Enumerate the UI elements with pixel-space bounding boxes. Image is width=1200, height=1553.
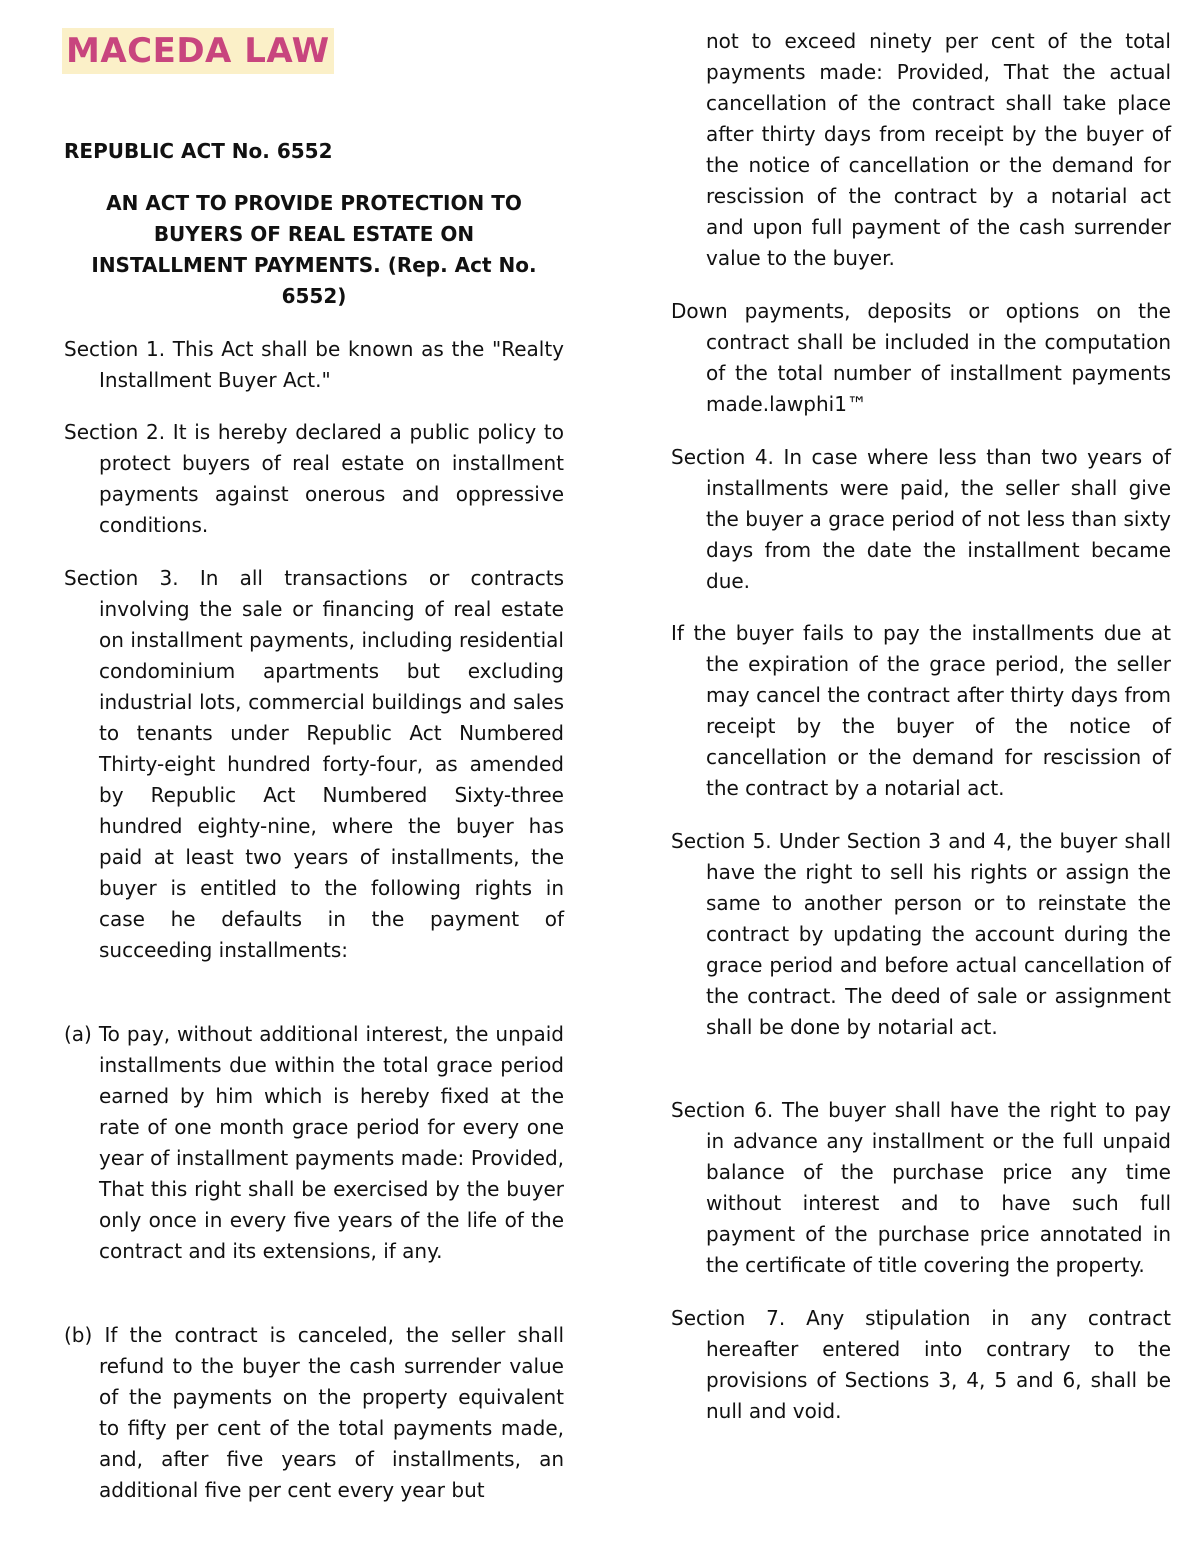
act-title-text: AN ACT TO PROVIDE PROTECTION TO BUYERS OF REAL ESTATE ON INSTALLMENT PAYMENTS. (Rep. Act No. 6552)	[91, 191, 537, 308]
section-7: Section 7. Any stipulation in any contract hereafter entered into contrary to the provisions of Sections 3, 4, 5 and 6, shall be null and void.	[671, 1306, 1171, 1423]
down-payments-paragraph: Down payments, deposits or options on the contract shall be included in the computation of the total number of installment payments made.lawphi1™	[671, 299, 1171, 416]
section-5: Section 5. Under Section 3 and 4, the buyer shall have the right to sell his rights or assign the same to another person or to reinstate the contract by updating the account during the grace period and before actual cancellation of the contract. The deed of sale or assignment shall be done by notarial act.	[671, 829, 1171, 1039]
section-3-b-continued: not to exceed ninety per cent of the total payments made: Provided, That the actual cancellation of the contract shall take place after thirty days from receipt by the buyer of the notice of cancellation or the demand for rescission of the contract by a notarial act and upon full payment of the cash surrender value to the buyer.	[706, 29, 1171, 270]
section-3-b: (b) If the contract is canceled, the seller shall refund to the buyer the cash surrender value of the payments on the property equivalent to fifty per cent of the total payments made, and, after five years of installments, an additional five per cent every year but	[64, 1323, 564, 1502]
section-6: Section 6. The buyer shall have the right to pay in advance any installment or the full unpaid balance of the purchase price any time without interest and to have such full payment of the purchase price annotated in the certificate of title covering the property.	[671, 1098, 1171, 1277]
section-3-a: (a) To pay, without additional interest, the unpaid installments due within the total grace period earned by him which is hereby fixed at the rate of one month grace period for every one year of installment payments made: Provided, That this right shall be exercised by the buyer only once in every five years of the life of the contract and its extensions, if any.	[64, 1022, 564, 1263]
section-2: Section 2. It is hereby declared a public policy to protect buyers of real estate on installment payments against onerous and oppressive conditions.	[64, 420, 564, 537]
act-number: REPUBLIC ACT No. 6552	[64, 139, 333, 163]
section-4: Section 4. In case where less than two years of installments were paid, the seller shall give the buyer a grace period of not less than sixty days from the date the installment became due.	[671, 445, 1171, 593]
document-title: MACEDA LAW	[62, 28, 334, 74]
section-1: Section 1. This Act shall be known as the "Realty Installment Buyer Act."	[64, 337, 564, 392]
act-title	[64, 188, 564, 312]
section-3: Section 3. In all transactions or contracts involving the sale or financing of real estate on installment payments, including residential condominium apartments but excluding industrial lots, commercial buildings and sales to tenants under Republic Act Numbered Thirty-eight hundred forty-four, as amended by Republic Act Numbered Sixty-three hundred eighty-nine, where the buyer has paid at least two years of installments, the buyer is entitled to the following rights in case he defaults in the payment of succeeding installments:	[64, 566, 564, 962]
section-4-continued: If the buyer fails to pay the installments due at the expiration of the grace period, the seller may cancel the contract after thirty days from receipt by the buyer of the notice of cancellation or the demand for rescission of the contract by a notarial act.	[671, 621, 1171, 800]
